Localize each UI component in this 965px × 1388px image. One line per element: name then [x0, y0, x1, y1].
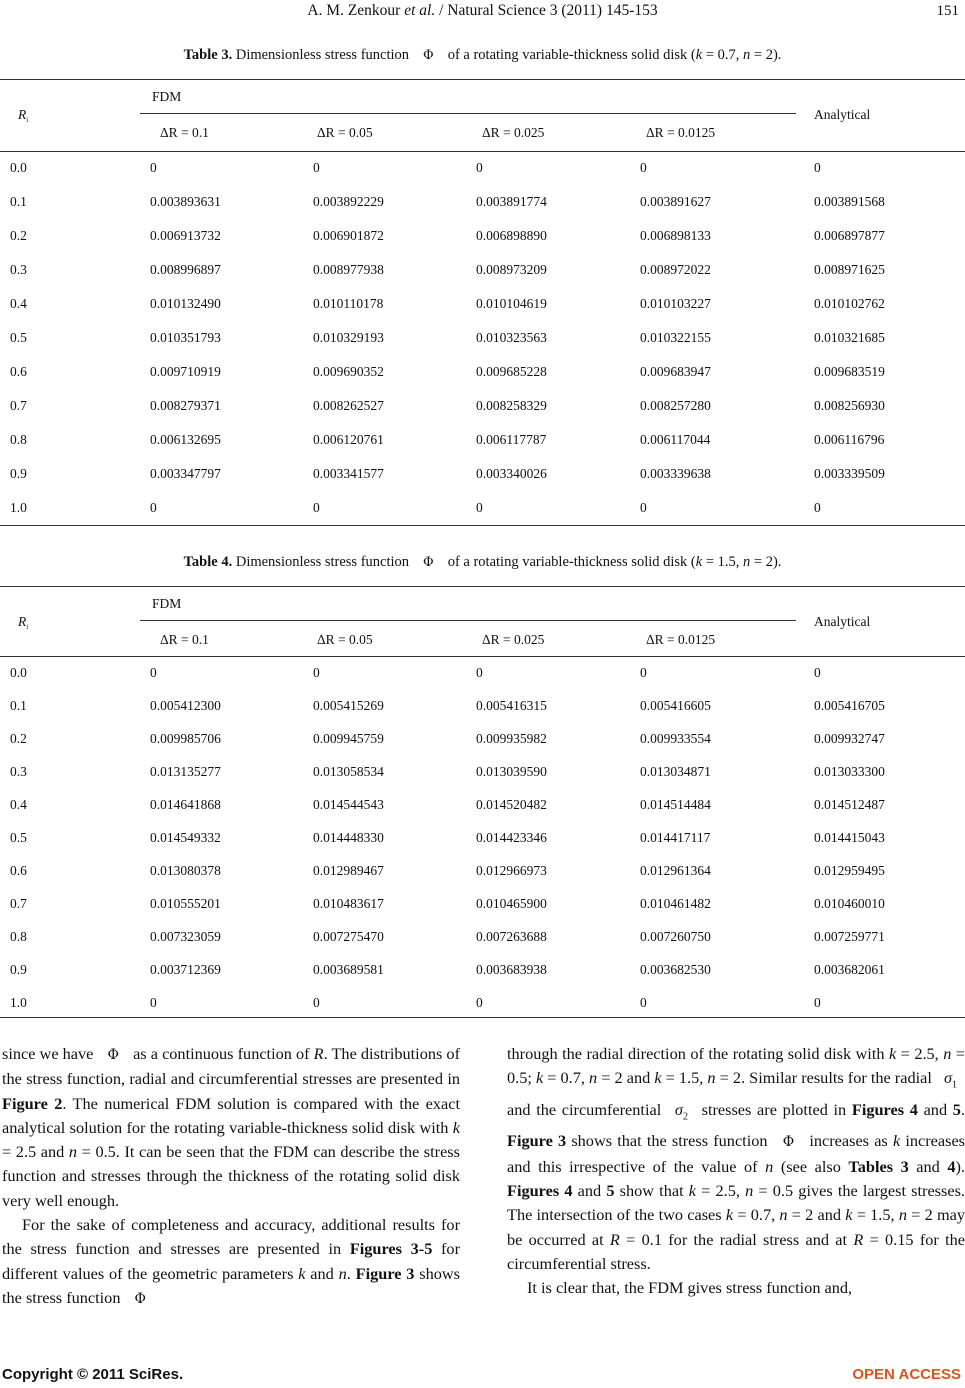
table-cell: 0.008972022 — [640, 262, 711, 277]
table-cell: 0.003891568 — [814, 194, 885, 209]
table-cell: 0.006116796 — [814, 432, 885, 447]
table-cell: 0.012959495 — [814, 863, 885, 878]
ri-value-cell: 0.9 — [10, 962, 27, 977]
table-cell: 0.005416705 — [814, 698, 885, 713]
table-cell: 0.003341577 — [313, 466, 384, 481]
table-cell: 0.010461482 — [640, 896, 711, 911]
ri-value-cell: 0.1 — [10, 698, 27, 713]
column-header-fdm: FDM — [152, 89, 182, 104]
column-header-ri: $R_i$ — [18, 614, 29, 631]
table-cell: 0 — [150, 665, 157, 680]
table-cell: 0.003682530 — [640, 962, 711, 977]
table-cell: 0 — [640, 160, 647, 175]
ri-value-cell: 0.9 — [10, 466, 27, 481]
table-cell: 0.003340026 — [476, 466, 547, 481]
table-cell: 0.003892229 — [313, 194, 384, 209]
table-cell: 0.010329193 — [313, 330, 384, 345]
table-cell: 0.009710919 — [150, 364, 221, 379]
table-cell: 0.014415043 — [814, 830, 885, 845]
table-cell: 0 — [814, 995, 821, 1010]
table-cell: 0 — [150, 160, 157, 175]
open-access-label: OPEN ACCESS — [852, 1366, 961, 1383]
table-cell: 0 — [640, 995, 647, 1010]
ri-value-cell: 0.5 — [10, 830, 27, 845]
table-cell: 0.010132490 — [150, 296, 221, 311]
column-header-step-2: ΔR = 0.05 — [317, 125, 373, 140]
column-header-step-2: ΔR = 0.05 — [317, 632, 373, 647]
table-cell: 0.008971625 — [814, 262, 885, 277]
table-cell: 0.003682061 — [814, 962, 885, 977]
running-header — [0, 2, 965, 22]
ri-value-cell: 0.2 — [10, 228, 27, 243]
table-cell: 0 — [814, 665, 821, 680]
table-cell: 0.003893631 — [150, 194, 221, 209]
ri-value-cell: 0.2 — [10, 731, 27, 746]
column-header-step-4: ΔR = 0.0125 — [646, 125, 716, 140]
table-cell: 0 — [814, 500, 821, 515]
table-cell: 0.003339509 — [814, 466, 885, 481]
table-cell: 0.006901872 — [313, 228, 384, 243]
ri-value-cell: 0.3 — [10, 262, 27, 277]
table-cell: 0.006898133 — [640, 228, 711, 243]
table-cell: 0 — [640, 500, 647, 515]
page-number: 151 — [936, 3, 959, 19]
column-header-fdm: FDM — [152, 596, 182, 611]
table-cell: 0.005416315 — [476, 698, 547, 713]
table-cell: 0 — [313, 995, 320, 1010]
table-cell: 0 — [313, 160, 320, 175]
table-cell: 0.010465900 — [476, 896, 547, 911]
copyright-notice: Copyright © 2011 SciRes. — [2, 1366, 184, 1383]
table-cell: 0.010102762 — [814, 296, 885, 311]
ri-value-cell: 0.4 — [10, 296, 27, 311]
table-cell: 0 — [476, 500, 483, 515]
column-header-step-1: ΔR = 0.1 — [160, 125, 209, 140]
table-cell: 0.013080378 — [150, 863, 221, 878]
table-cell: 0.006117044 — [640, 432, 711, 447]
body-column-right — [507, 1042, 965, 1300]
table-cell: 0.014520482 — [476, 797, 547, 812]
table-cell: 0.010323563 — [476, 330, 547, 345]
column-header-step-3: ΔR = 0.025 — [482, 125, 545, 140]
table-cell: 0.009683947 — [640, 364, 711, 379]
table-cell: 0.009685228 — [476, 364, 547, 379]
table-cell: 0.007260750 — [640, 929, 711, 944]
table-cell: 0.010460010 — [814, 896, 885, 911]
table-cell: 0 — [150, 500, 157, 515]
ri-value-cell: 0.6 — [10, 364, 27, 379]
column-header-step-3: ΔR = 0.025 — [482, 632, 545, 647]
table-cell: 0.007323059 — [150, 929, 221, 944]
table-cell: 0.014544543 — [313, 797, 384, 812]
table-cell: 0.003689581 — [313, 962, 384, 977]
table-3 — [0, 79, 965, 526]
table-3-caption: Table 3. Dimensionless stress function Φ of a rotating variable-thickness solid disk (k = 0.7, n = 2). — [183, 47, 782, 63]
table-cell: 0.008279371 — [150, 398, 221, 413]
table-cell: 0.014512487 — [814, 797, 885, 812]
table-cell: 0.009690352 — [313, 364, 384, 379]
table-cell: 0.010110178 — [313, 296, 384, 311]
table-cell: 0.010322155 — [640, 330, 711, 345]
table-cell: 0.008262527 — [313, 398, 384, 413]
column-header-analytical: Analytical — [814, 614, 871, 629]
ri-value-cell: 1.0 — [10, 995, 27, 1010]
ri-value-cell: 0.0 — [10, 160, 27, 175]
table-cell: 0.005416605 — [640, 698, 711, 713]
table-cell: 0.014423346 — [476, 830, 547, 845]
body-column-left — [2, 1042, 460, 1311]
ri-value-cell: 0.4 — [10, 797, 27, 812]
table-cell: 0.005415269 — [313, 698, 384, 713]
table-cell: 0.008996897 — [150, 262, 221, 277]
table-cell: 0.010103227 — [640, 296, 711, 311]
table-cell: 0.014549332 — [150, 830, 221, 845]
table-cell: 0.006897877 — [814, 228, 885, 243]
table-cell: 0.014448330 — [313, 830, 384, 845]
table-cell: 0.005412300 — [150, 698, 221, 713]
table-cell: 0.003339638 — [640, 466, 711, 481]
table-cell: 0.009935982 — [476, 731, 547, 746]
table-cell: 0 — [150, 995, 157, 1010]
table-cell: 0.009945759 — [313, 731, 384, 746]
table-cell: 0.013058534 — [313, 764, 384, 779]
ri-value-cell: 0.5 — [10, 330, 27, 345]
table-cell: 0 — [476, 160, 483, 175]
column-header-step-1: ΔR = 0.1 — [160, 632, 209, 647]
table-cell: 0.008973209 — [476, 262, 547, 277]
table-cell: 0 — [313, 500, 320, 515]
ri-value-cell: 0.0 — [10, 665, 27, 680]
table-cell: 0.010321685 — [814, 330, 885, 345]
table-cell: 0.003683938 — [476, 962, 547, 977]
table-cell: 0.013034871 — [640, 764, 711, 779]
table-4 — [0, 586, 965, 1018]
paragraph: For the sake of completeness and accuracy, additional results for the stress function and stresses are presented in Figures 3-5 for different values of the geometric parameters k and n. Figure 3 shows the stress function Φ — [2, 1215, 460, 1307]
table-cell: 0.012966973 — [476, 863, 547, 878]
column-header-analytical: Analytical — [814, 107, 871, 122]
table-4-caption: Table 4. Dimensionless stress function Φ of a rotating variable-thickness solid disk (k = 1.5, n = 2). — [183, 554, 782, 570]
column-header-step-4: ΔR = 0.0125 — [646, 632, 716, 647]
table-cell: 0 — [640, 665, 647, 680]
ri-value-cell: 0.8 — [10, 929, 27, 944]
table-cell: 0.006913732 — [150, 228, 221, 243]
table-cell: 0.008258329 — [476, 398, 547, 413]
table-cell: 0.010555201 — [150, 896, 221, 911]
table-cell: 0.009985706 — [150, 731, 221, 746]
paragraph: through the radial direction of the rotating solid disk with k = 2.5, n = 0.5; k = 0.7, n = 2 and k = 1.5, n = 2. Similar results for the radial $\sigma_1$ and the circumferential $\sigma_2$ stresses are plotted in Figures 4 and 5. Figure 3 shows that the stress function Φ increases as k increases and this irrespective of the value of n (see also Tables 3 and 4). Figures 4 and 5 show that k = 2.5, n = 0.5 gives the largest stresses. The intersection of the two cases k = 0.7, n = 2 and k = 1.5, n = 2 may be occurred at R = 0.1 for the radial stress and at R = 0.15 for the circumferential stress. — [507, 1044, 965, 1273]
table-cell: 0.007259771 — [814, 929, 885, 944]
table-cell: 0 — [476, 995, 483, 1010]
table-cell: 0.008977938 — [313, 262, 384, 277]
table-cell: 0.003712369 — [150, 962, 221, 977]
table-cell: 0.014514484 — [640, 797, 711, 812]
table-cell: 0.006132695 — [150, 432, 221, 447]
table-cell: 0.013039590 — [476, 764, 547, 779]
table-cell: 0.013033300 — [814, 764, 885, 779]
table-cell: 0.003347797 — [150, 466, 221, 481]
table-cell: 0.014641868 — [150, 797, 221, 812]
table-cell: 0.009932747 — [814, 731, 885, 746]
table-cell: 0.010351793 — [150, 330, 221, 345]
ri-value-cell: 0.8 — [10, 432, 27, 447]
table-cell: 0.009933554 — [640, 731, 711, 746]
paragraph: since we have Φ as a continuous function of R. The distributions of the stress function, radial and circumferential stresses are presented in Figure 2. The numerical FDM solution is compared with the exact analytical solution for the rotating variable-thickness solid disk with k = 2.5 and n = 0.5. It can be seen that the FDM can describe the stress function and stresses through the thickness of the rotating solid disk very well enough. — [2, 1044, 460, 1210]
table-cell: 0 — [476, 665, 483, 680]
table-cell: 0.003891627 — [640, 194, 711, 209]
table-cell: 0 — [313, 665, 320, 680]
table-cell: 0 — [814, 160, 821, 175]
table-cell: 0.008257280 — [640, 398, 711, 413]
ri-value-cell: 0.6 — [10, 863, 27, 878]
table-cell: 0.007275470 — [313, 929, 384, 944]
table-cell: 0.007263688 — [476, 929, 547, 944]
table-cell: 0.006898890 — [476, 228, 547, 243]
column-header-ri: $R_i$ — [18, 107, 29, 124]
ri-value-cell: 0.7 — [10, 398, 27, 413]
table-cell: 0.006120761 — [313, 432, 384, 447]
ri-value-cell: 0.7 — [10, 896, 27, 911]
table-cell: 0.012961364 — [640, 863, 711, 878]
table-cell: 0.006117787 — [476, 432, 547, 447]
ri-value-cell: 0.1 — [10, 194, 27, 209]
table-cell: 0.013135277 — [150, 764, 221, 779]
table-cell: 0.012989467 — [313, 863, 384, 878]
table-cell: 0.010483617 — [313, 896, 384, 911]
header-citation: A. M. Zenkour et al. / Natural Science 3 (2011) 145-153 — [307, 2, 658, 19]
table-cell: 0.009683519 — [814, 364, 885, 379]
table-cell: 0.010104619 — [476, 296, 547, 311]
table-cell: 0.014417117 — [640, 830, 711, 845]
table-cell: 0.008256930 — [814, 398, 885, 413]
ri-value-cell: 1.0 — [10, 500, 27, 515]
table-cell: 0.003891774 — [476, 194, 547, 209]
paragraph: It is clear that, the FDM gives stress function and, — [527, 1278, 853, 1298]
ri-value-cell: 0.3 — [10, 764, 27, 779]
